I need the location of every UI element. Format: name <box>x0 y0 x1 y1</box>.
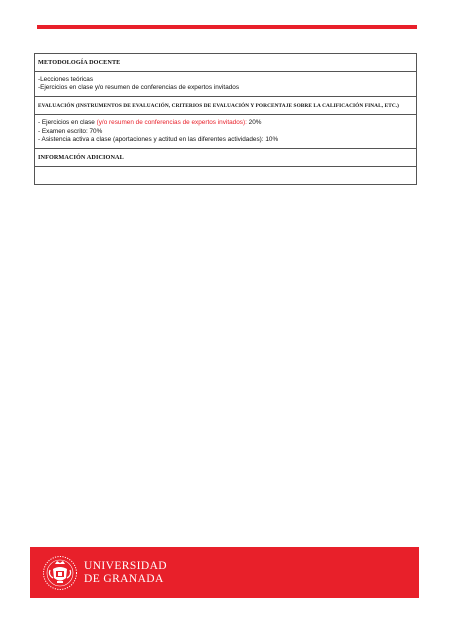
section-body-metodologia <box>35 72 416 97</box>
evaluacion-red-note: (y/o resumen de conferencias de expertos invitados): <box>96 119 249 127</box>
university-crest-icon <box>42 554 78 592</box>
guide-table <box>34 53 417 185</box>
section-body-evaluacion <box>35 115 416 149</box>
section-header-metodologia: METODOLOGÍA DOCENTE <box>35 54 416 72</box>
section-header-evaluacion: EVALUACIÓN (INSTRUMENTOS DE EVALUACIÓN, CRITERIOS DE EVALUACIÓN Y PORCENTAJE SOBRE LA CALIFICACIÓN FINAL, ETC.) <box>35 97 416 115</box>
university-wordmark: UNIVERSIDAD DE GRANADA <box>84 560 167 585</box>
evaluacion-line-asistencia: - Asistencia activa a clase (aportaciones y actitud en las diferentes actividades): 10% <box>38 135 279 143</box>
metodologia-line: -Lecciones teóricas <box>38 76 94 83</box>
evaluacion-line-ejercicios: - Ejercicios en clase (y/o resumen de conferencias de expertos invitados): 20% <box>38 119 262 127</box>
evaluacion-line-examen: - Examen escrito: 70% <box>38 127 103 135</box>
section-header-info: INFORMACIÓN ADICIONAL <box>35 149 416 167</box>
metodologia-line: -Ejercicios en clase y/o resumen de conferencias de expertos invitados <box>38 84 240 92</box>
header-red-bar <box>37 25 417 29</box>
footer-banner <box>30 547 419 598</box>
section-body-info <box>35 167 416 184</box>
